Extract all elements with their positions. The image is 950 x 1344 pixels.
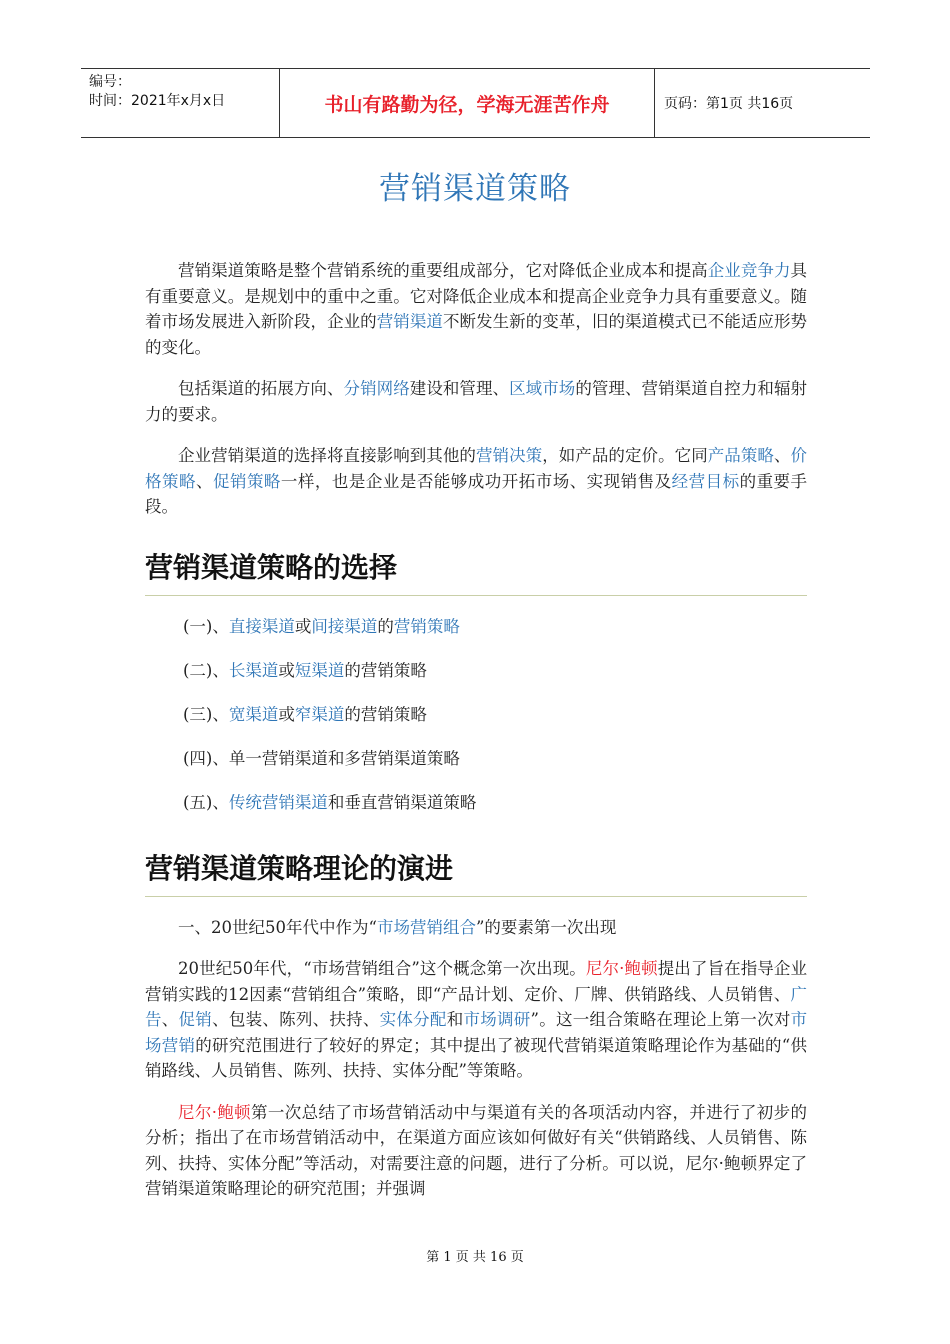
section-1-heading: 营销渠道策略的选择: [145, 546, 807, 596]
number-label: 编号：: [89, 74, 131, 90]
text-run: 建设和管理、: [409, 379, 510, 398]
hyperlink[interactable]: 区域市场: [509, 379, 576, 398]
hyperlink[interactable]: 营销决策: [475, 446, 543, 465]
text-run: (一)、: [183, 616, 229, 636]
text-run: (五)、: [183, 792, 229, 812]
intro-paragraph-1: [145, 258, 807, 360]
hyperlink[interactable]: 广告: [145, 984, 807, 1029]
text-run: 包括渠道的拓展方向、: [178, 379, 344, 398]
hyperlink[interactable]: 营销渠道: [376, 312, 443, 331]
text-run: 的重要手段。: [145, 471, 808, 516]
highlighted-name-link[interactable]: 尼尔·鲍顿: [178, 1102, 252, 1122]
hyperlink[interactable]: 市场调研: [463, 1010, 531, 1029]
strategy-list-item: [145, 658, 807, 683]
text-run: ”。这一组合策略在理论上第一次对: [530, 1010, 791, 1029]
hyperlink[interactable]: 企业竞争力: [707, 261, 791, 280]
hyperlink[interactable]: 宽渠道: [228, 704, 279, 724]
hyperlink[interactable]: 产品策略: [707, 446, 774, 465]
hyperlink[interactable]: 分销网络: [343, 379, 410, 398]
hyperlink[interactable]: 营销策略: [393, 616, 460, 636]
text-run: 提出了旨在指导企业营销实践的12因素“营销组合”策略，即“产品计划、定价、厂牌、供销路线、人员销售、: [145, 959, 808, 1004]
text-run: 20世纪50年代，“市场营销组合”这个概念第一次出现。: [178, 959, 586, 978]
text-run: 的营销策略: [344, 704, 427, 724]
section-2-paragraph-3: [145, 1100, 807, 1202]
section-2-paragraph-2: [145, 956, 807, 1084]
text-run: ，如产品的定价。它同: [542, 446, 708, 465]
document-body: [145, 258, 807, 1202]
text-run: 企业营销渠道的选择将直接影响到其他的: [178, 446, 476, 465]
hyperlink[interactable]: 传统营销渠道: [228, 792, 328, 812]
text-run: 一样，也是企业是否能够成功开拓市场、实现销售及: [280, 471, 672, 491]
text-run: (二)、: [183, 660, 229, 680]
header-meta-cell: [81, 69, 280, 137]
text-run: ”的要素第一次出现: [475, 917, 617, 937]
text-run: 、: [773, 446, 791, 465]
hyperlink[interactable]: 经营目标: [671, 471, 740, 491]
text-run: 的: [377, 616, 394, 636]
header-page-code: 页码：第1页 共16页: [664, 96, 794, 112]
text-run: 或: [294, 616, 312, 636]
header-motto: 书山有路勤为径，学海无涯苦作舟: [280, 69, 655, 137]
strategy-list-item: [145, 746, 807, 771]
hyperlink[interactable]: 短渠道: [294, 660, 345, 680]
intro-paragraph-2: [145, 376, 807, 427]
text-run: 不断发生新的变革，旧的渠道模式已不能适应形势的变化。: [145, 312, 808, 357]
text-run: 第一次总结了市场营销活动中与渠道有关的各项活动内容，并进行了初步的分析；指出了在市场营销活动中，在渠道方面应该如何做好有关“供销路线、人员销售、陈列、扶持、实体分配”等活动，对需要注意的问题，进行了分析。可以说，尼尔·鲍顿界定了营销渠道策略理论的研究范围；并强调: [145, 1102, 808, 1198]
text-run: 、: [161, 1010, 179, 1029]
strategy-list-item: [145, 614, 807, 639]
document-title: 营销渠道策略: [379, 171, 571, 207]
strategy-list-item: [145, 790, 807, 815]
text-run: (三)、: [183, 704, 229, 724]
text-run: 的营销策略: [344, 660, 427, 680]
text-run: 和: [446, 1010, 464, 1029]
page-footer: 第 1 页 共 16 页: [426, 1250, 524, 1265]
text-run: 一、20世纪50年代中作为“: [178, 917, 377, 937]
text-run: 的管理、营销渠道自控力和辐射力的要求。: [145, 379, 808, 424]
text-run: 具有重要意义。是规划中的重中之重。它对降低企业成本和提高企业竞争力具有重要意义。随着市场发展进入新阶段，企业的: [145, 261, 808, 331]
text-run: 的研究范围进行了较好的界定；其中提出了被现代营销渠道策略理论作为基础的“供销路线、人员销售、陈列、扶持、实体分配”等策略。: [145, 1035, 808, 1080]
text-run: 、: [195, 471, 213, 491]
text-run: 或: [278, 704, 295, 724]
text-run: (四)、单一营销渠道和多营销渠道策略: [183, 748, 460, 768]
text-run: 、包装、陈列、扶持、: [212, 1010, 380, 1029]
hyperlink[interactable]: 实体分配: [379, 1010, 447, 1029]
date-line: 时间：2021年x月x日: [89, 93, 226, 109]
strategy-list: [145, 614, 807, 815]
hyperlink[interactable]: 长渠道: [228, 660, 279, 680]
hyperlink[interactable]: 市场营销: [145, 1010, 808, 1055]
header-table: [81, 68, 870, 138]
text-run: 营销渠道策略是整个营销系统的重要组成部分，它对降低企业成本和提高: [178, 261, 708, 280]
highlighted-name-link[interactable]: 尼尔·鲍顿: [585, 959, 658, 978]
text-run: 或: [278, 660, 295, 680]
strategy-list-item: [145, 702, 807, 727]
section-2-paragraph-1: [145, 915, 807, 941]
hyperlink[interactable]: 促销策略: [212, 471, 281, 491]
hyperlink[interactable]: 窄渠道: [294, 704, 345, 724]
hyperlink[interactable]: 间接渠道: [311, 616, 378, 636]
section-2-heading: 营销渠道策略理论的演进: [145, 847, 807, 897]
hyperlink[interactable]: 价格策略: [145, 446, 808, 491]
text-run: 和垂直营销渠道策略: [327, 792, 477, 812]
hyperlink[interactable]: 市场营销组合: [376, 917, 476, 937]
intro-paragraph-3: [145, 443, 807, 520]
hyperlink[interactable]: 促销: [178, 1010, 213, 1029]
hyperlink[interactable]: 直接渠道: [228, 616, 295, 636]
